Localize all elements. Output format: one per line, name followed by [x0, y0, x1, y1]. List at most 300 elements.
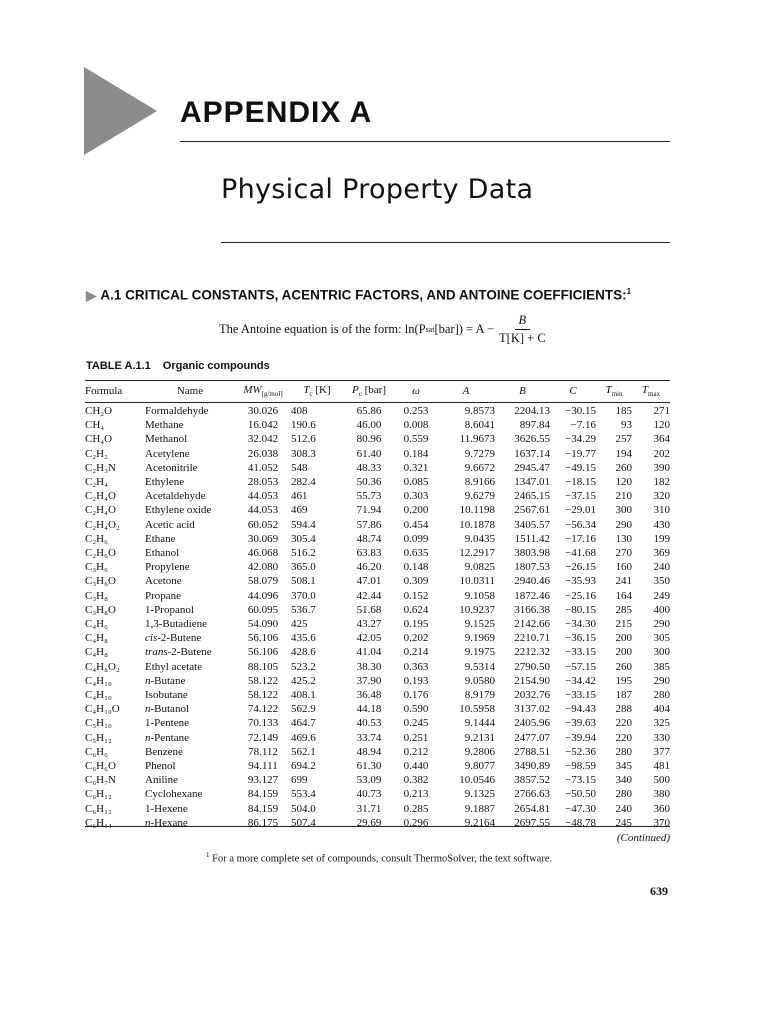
cell-tmax: 249 [653, 589, 670, 602]
cell-tmax: 325 [653, 717, 670, 730]
footnote-mark: 1 [206, 851, 210, 859]
cell-name: cis-2-Butene [145, 632, 202, 645]
table-row [85, 645, 670, 659]
table-row [85, 418, 670, 432]
footnote [206, 851, 552, 865]
cell-omega: 0.590 [403, 703, 429, 716]
cell-tc: 507.4 [291, 816, 316, 829]
cell-omega: 0.195 [403, 618, 429, 631]
cell-tmax: 280 [653, 689, 670, 702]
cell-formula: C₅H₁₂ [85, 731, 112, 744]
cell-omega: 0.253 [403, 405, 429, 417]
cell-tmin: 260 [615, 660, 632, 673]
cell-tc: 308.3 [291, 447, 316, 460]
cell-a: 12.2917 [459, 547, 495, 560]
cell-formula: C₅H₁₀ [85, 717, 112, 730]
cell-tmax: 330 [653, 731, 670, 744]
col-header-a: A [462, 385, 470, 397]
table-row [85, 773, 670, 787]
cell-b: 2465.15 [514, 490, 550, 503]
cell-mw: 54.090 [247, 618, 279, 631]
cell-tc: 523.2 [291, 660, 316, 673]
cell-tc: 469.6 [291, 731, 316, 744]
cell-pc: 53.09 [356, 774, 382, 787]
col-header-c: C [569, 385, 577, 397]
equation-numerator: B [515, 313, 531, 330]
cell-name: 1-Hexene [145, 802, 188, 815]
cell-tmax: 385 [653, 660, 670, 673]
cell-a: 9.0435 [464, 532, 495, 545]
cell-mw: 32.042 [247, 433, 279, 446]
table-row [85, 503, 670, 517]
cell-mw: 28.053 [247, 476, 279, 489]
cell-pc: 50.36 [356, 476, 382, 489]
cell-a: 9.8573 [464, 405, 495, 417]
cell-b: 1511.42 [514, 532, 550, 545]
cell-a: 9.0580 [464, 674, 495, 687]
cell-pc: 42.05 [356, 632, 382, 645]
cell-tc: 536.7 [291, 603, 316, 616]
cell-c: −34.29 [565, 433, 596, 446]
cell-name: Ethanol [145, 547, 180, 560]
cell-c: −26.15 [565, 561, 596, 574]
table-row [85, 674, 670, 688]
cell-tmax: 271 [653, 405, 670, 417]
cell-tmin: 280 [615, 745, 632, 758]
cell-pc: 65.86 [356, 405, 382, 417]
table-row [85, 560, 670, 574]
cell-pc: 48.94 [356, 745, 382, 758]
cell-formula: C₄H₆ [85, 618, 108, 631]
cell-name: Acetaldehyde [145, 490, 206, 503]
cell-omega: 0.635 [403, 547, 429, 560]
cell-b: 3166.38 [514, 603, 550, 616]
cell-omega: 0.176 [403, 689, 429, 702]
table-row [85, 532, 670, 546]
cell-tc: 548 [291, 461, 308, 474]
cell-omega: 0.099 [403, 532, 429, 545]
cell-tc: 461 [291, 490, 308, 503]
cell-omega: 0.245 [403, 717, 429, 730]
table-row [85, 518, 670, 532]
cell-name: Methane [145, 419, 184, 432]
cell-tmin: 194 [615, 447, 632, 460]
table-caption [86, 360, 270, 372]
cell-formula: C₆H₆ [85, 745, 108, 758]
cell-formula: C₄H₁₀ [85, 689, 112, 702]
cell-mw: 74.122 [247, 703, 279, 716]
cell-c: −7.16 [570, 419, 596, 432]
cell-omega: 0.303 [403, 490, 429, 503]
cell-tmin: 200 [615, 632, 632, 645]
cell-mw: 58.122 [247, 674, 279, 687]
cell-a: 9.2806 [464, 745, 495, 758]
right-arrow-icon: ▶ [86, 287, 97, 303]
cell-formula: C₂H₆ [85, 532, 108, 545]
cell-a: 10.0311 [459, 575, 495, 588]
cell-tc: 504.0 [291, 802, 316, 815]
cell-formula: C₃H₆ [85, 561, 108, 574]
cell-a: 9.7279 [464, 447, 495, 460]
cell-a: 9.5314 [464, 660, 495, 673]
cell-tmax: 120 [653, 419, 670, 432]
table-label: Organic compounds [162, 360, 270, 372]
cell-tmin: 164 [615, 589, 632, 602]
col-header-tc: $T_c$ [K] [303, 383, 331, 399]
cell-tmin: 215 [615, 618, 632, 631]
cell-a: 10.9237 [459, 603, 495, 616]
cell-tc: 553.4 [291, 788, 316, 801]
cell-tc: 370.0 [291, 589, 316, 602]
cell-tmin: 290 [615, 518, 632, 531]
cell-c: −19.77 [565, 447, 596, 460]
cell-tmax: 500 [653, 774, 670, 787]
cell-tc: 516.2 [291, 547, 316, 560]
cell-b: 3857.52 [514, 774, 550, 787]
cell-name: 1-Propanol [145, 603, 194, 616]
cell-tc: 694.2 [291, 760, 316, 773]
cell-formula: CH₄O [85, 433, 113, 446]
cell-mw: 44.053 [247, 504, 279, 517]
cell-b: 1872.46 [514, 589, 550, 602]
cell-b: 1347.01 [514, 476, 550, 489]
cell-pc: 63.83 [356, 547, 382, 560]
cell-mw: 60.095 [247, 603, 279, 616]
cell-formula: C₂H₄O₂ [85, 518, 120, 531]
cell-b: 2788.51 [514, 745, 550, 758]
cell-pc: 61.40 [356, 447, 382, 460]
cell-formula: C₂H₄O [85, 504, 116, 517]
cell-formula: C₆H₁₂ [85, 802, 112, 815]
cell-formula: C₃H₈ [85, 589, 108, 602]
cell-tmin: 345 [615, 760, 632, 773]
cell-pc: 48.33 [356, 461, 382, 474]
chapter-title: APPENDIX A [180, 96, 373, 129]
cell-pc: 51.68 [356, 603, 382, 616]
cell-omega: 0.296 [403, 816, 429, 829]
cell-tc: 464.7 [291, 717, 316, 730]
cell-a: 9.1325 [464, 788, 495, 801]
cell-mw: 30.026 [247, 405, 279, 417]
cell-a: 8.9179 [464, 689, 495, 702]
cell-c: −25.16 [565, 589, 596, 602]
table-body [85, 402, 670, 830]
cell-name: Acetone [145, 575, 182, 588]
cell-mw: 42.080 [247, 561, 279, 574]
cell-b: 3405.57 [514, 518, 550, 531]
cell-a: 10.1878 [459, 518, 495, 531]
cell-tmin: 260 [615, 461, 632, 474]
cell-formula: CH₄ [85, 419, 105, 432]
cell-mw: 58.122 [247, 689, 279, 702]
cell-tmin: 285 [615, 603, 632, 616]
cell-name: trans-2-Butene [145, 646, 212, 659]
cell-omega: 0.200 [403, 504, 429, 517]
cell-name: Cyclohexane [145, 788, 203, 801]
cell-tmin: 220 [615, 731, 632, 744]
equation-fraction [499, 313, 546, 346]
cell-pc: 44.18 [356, 703, 382, 716]
cell-c: −50.50 [565, 788, 596, 801]
cell-name: n-Pentane [145, 731, 189, 744]
cell-name: Formaldehyde [145, 405, 209, 417]
cell-tmin: 280 [615, 788, 632, 801]
cell-formula: C₂H₄ [85, 476, 108, 489]
cell-mw: 56.106 [247, 632, 279, 645]
cell-tc: 305.4 [291, 532, 316, 545]
cell-b: 2477.07 [514, 731, 550, 744]
col-header-pc: $P_c$ [bar] [352, 383, 386, 399]
cell-tmax: 182 [653, 476, 670, 489]
cell-pc: 80.96 [356, 433, 382, 446]
cell-tmin: 200 [615, 646, 632, 659]
cell-tmax: 481 [653, 760, 670, 773]
cell-b: 2032.76 [514, 689, 550, 702]
cell-tmax: 390 [653, 461, 670, 474]
cell-omega: 0.454 [403, 518, 429, 531]
cell-c: −36.15 [565, 632, 596, 645]
cell-tc: 435.6 [291, 632, 316, 645]
cell-omega: 0.285 [403, 802, 429, 815]
cell-tmin: 288 [615, 703, 632, 716]
table-row [85, 660, 670, 674]
cell-a: 9.2131 [464, 731, 495, 744]
cell-name: Ethane [145, 532, 176, 545]
cell-c: −41.68 [565, 547, 596, 560]
cell-formula: C₆H₁₄ [85, 816, 112, 829]
cell-name: Acetic acid [145, 518, 195, 531]
cell-formula: C₃H₆O [85, 575, 116, 588]
cell-a: 8.9166 [464, 476, 495, 489]
col-header-tmax: $T_{max}$ [641, 383, 661, 399]
antoine-equation [219, 312, 546, 346]
cell-tmax: 305 [653, 632, 670, 645]
cell-pc: 47.01 [356, 575, 382, 588]
equation-sup: sat [425, 324, 435, 334]
cell-omega: 0.193 [403, 674, 429, 687]
cell-pc: 40.53 [356, 717, 382, 730]
cell-c: −49.15 [565, 461, 596, 474]
cell-tmin: 241 [615, 575, 632, 588]
subtitle-rule [221, 242, 670, 243]
cell-c: −33.15 [565, 689, 596, 702]
cell-pc: 38.30 [356, 660, 382, 673]
col-header-mw: $MW_{[g/mol]}$ [243, 383, 283, 399]
cell-mw: 94.111 [248, 760, 278, 773]
cell-tmax: 360 [653, 802, 670, 815]
cell-b: 2212.32 [514, 646, 550, 659]
table-row [85, 432, 670, 446]
cell-formula: C₆H₁₂ [85, 788, 112, 801]
cell-tmax: 369 [653, 547, 670, 560]
cell-c: −47.30 [565, 802, 596, 815]
equation-denominator: T[K] + C [499, 330, 546, 345]
cell-pc: 43.27 [356, 618, 382, 631]
cell-c: −57.15 [565, 660, 596, 673]
cell-omega: 0.184 [403, 447, 429, 460]
cell-a: 9.1058 [464, 589, 495, 602]
cell-b: 2210.71 [514, 632, 550, 645]
cell-tmin: 300 [615, 504, 632, 517]
cell-name: Ethyl acetate [145, 660, 203, 673]
section-footnote-mark: 1 [626, 287, 632, 296]
table-row [85, 631, 670, 645]
table-row [85, 475, 670, 489]
cell-tmin: 120 [615, 476, 632, 489]
cell-b: 2766.63 [514, 788, 550, 801]
cell-b: 2154.90 [514, 674, 550, 687]
section-heading-text: A.1 CRITICAL CONSTANTS, ACENTRIC FACTORS, AND ANTOINE COEFFICIENTS: [100, 287, 627, 303]
cell-mw: 84.159 [247, 802, 279, 815]
cell-tc: 282.4 [291, 476, 316, 489]
table-number: TABLE A.1.1 [86, 360, 151, 372]
cell-pc: 42.44 [356, 589, 382, 602]
equation-mid: [bar]) = A − [434, 321, 495, 336]
table-row [85, 816, 670, 830]
cell-a: 9.1975 [464, 646, 495, 659]
cell-a: 8.6041 [464, 419, 495, 432]
cell-omega: 0.309 [403, 575, 429, 588]
cell-b: 2940.46 [514, 575, 550, 588]
cell-omega: 0.085 [403, 476, 429, 489]
table-row [85, 546, 670, 560]
cell-a: 9.1887 [464, 802, 495, 815]
cell-c: −30.15 [565, 405, 596, 417]
table-row [85, 402, 670, 418]
cell-name: Propane [145, 589, 182, 602]
cell-b: 3490.89 [514, 760, 550, 773]
cell-tc: 562.9 [291, 703, 316, 716]
col-header-name: Name [176, 385, 204, 397]
cell-b: 897.84 [519, 419, 550, 432]
cell-formula: C₄H₈O₂ [85, 660, 120, 673]
cell-pc: 71.94 [356, 504, 382, 517]
col-header-tmin: $T_{min}$ [605, 383, 623, 399]
cell-tc: 408 [291, 405, 308, 417]
cell-a: 9.6279 [464, 490, 495, 503]
cell-mw: 88.105 [247, 660, 279, 673]
cell-name: Phenol [145, 760, 176, 773]
table-row [85, 574, 670, 588]
cell-a: 10.1198 [459, 504, 495, 517]
table-row [85, 447, 670, 461]
cell-name: Isobutane [145, 689, 188, 702]
cell-b: 2405.96 [514, 717, 550, 730]
cell-mw: 84.159 [247, 788, 279, 801]
cell-tc: 408.1 [291, 689, 316, 702]
cell-formula: C₆H₆O [85, 760, 116, 773]
cell-b: 1807.53 [514, 561, 550, 574]
cell-omega: 0.008 [403, 419, 429, 432]
cell-tmax: 364 [653, 433, 670, 446]
cell-tmax: 350 [653, 575, 670, 588]
cell-c: −48.78 [565, 816, 596, 829]
cell-b: 3137.02 [514, 703, 550, 716]
cell-a: 9.1444 [464, 717, 495, 730]
cell-name: Propylene [145, 561, 190, 574]
cell-c: −17.16 [565, 532, 596, 545]
cell-a: 9.1525 [464, 618, 495, 631]
cell-b: 2567.61 [514, 504, 550, 517]
cell-b: 2142.66 [514, 618, 550, 631]
cell-omega: 0.202 [403, 632, 429, 645]
cell-pc: 48.74 [356, 532, 382, 545]
cell-name: Acetylene [145, 447, 190, 460]
cell-omega: 0.624 [403, 603, 429, 616]
cell-tmin: 240 [615, 802, 632, 815]
cell-tc: 428.6 [291, 646, 316, 659]
cell-name: Ethylene [145, 476, 185, 489]
cell-b: 2204.13 [514, 405, 550, 417]
cell-mw: 60.052 [247, 518, 279, 531]
cell-c: −39.63 [565, 717, 596, 730]
cell-formula: C₄H₈ [85, 632, 108, 645]
cell-tc: 594.4 [291, 518, 316, 531]
cell-tmax: 320 [653, 490, 670, 503]
cell-name: Benzene [145, 745, 183, 758]
cell-tmin: 245 [615, 816, 632, 829]
cell-omega: 0.251 [403, 731, 429, 744]
cell-tmin: 130 [615, 532, 632, 545]
cell-b: 2790.50 [514, 660, 550, 673]
cell-c: −80.15 [565, 603, 596, 616]
cell-pc: 31.71 [356, 802, 382, 815]
cell-pc: 46.00 [356, 419, 382, 432]
cell-tmin: 93 [621, 419, 632, 432]
cell-name: Methanol [145, 433, 188, 446]
cell-pc: 57.86 [356, 518, 382, 531]
cell-mw: 44.096 [247, 589, 279, 602]
cell-pc: 41.04 [356, 646, 382, 659]
table-row [85, 489, 670, 503]
cell-name: 1,3-Butadiene [145, 618, 208, 631]
cell-mw: 72.149 [247, 731, 279, 744]
cell-formula: C₃H₈O [85, 603, 116, 616]
cell-tmax: 404 [653, 703, 670, 716]
cell-c: −35.93 [565, 575, 596, 588]
table-row [85, 461, 670, 475]
col-header-omega: ω [412, 385, 420, 397]
triangle-marker-icon [84, 67, 157, 155]
cell-c: −39.94 [565, 731, 596, 744]
cell-mw: 44.053 [247, 490, 279, 503]
cell-c: −33.15 [565, 646, 596, 659]
cell-omega: 0.559 [403, 433, 429, 446]
cell-name: Aniline [145, 774, 178, 787]
cell-name: n-Butane [145, 674, 186, 687]
cell-tmax: 290 [653, 618, 670, 631]
property-table [85, 380, 670, 830]
cell-tmin: 187 [615, 689, 632, 702]
continued-note: (Continued) [616, 832, 670, 844]
cell-tmax: 430 [653, 518, 670, 531]
cell-c: −56.34 [565, 518, 596, 531]
cell-a: 11.9673 [459, 433, 495, 446]
cell-formula: C₄H₁₀ [85, 674, 112, 687]
cell-tc: 699 [291, 774, 308, 787]
cell-tc: 365.0 [291, 561, 316, 574]
table-row [85, 759, 670, 773]
cell-omega: 0.214 [403, 646, 429, 659]
cell-mw: 86.175 [247, 816, 279, 829]
cell-tmin: 220 [615, 717, 632, 730]
cell-mw: 93.127 [247, 774, 279, 787]
cell-name: 1-Pentene [145, 717, 189, 730]
cell-pc: 40.73 [356, 788, 382, 801]
cell-tmax: 380 [653, 788, 670, 801]
cell-formula: C₄H₁₀O [85, 703, 120, 716]
cell-mw: 58.079 [247, 575, 279, 588]
